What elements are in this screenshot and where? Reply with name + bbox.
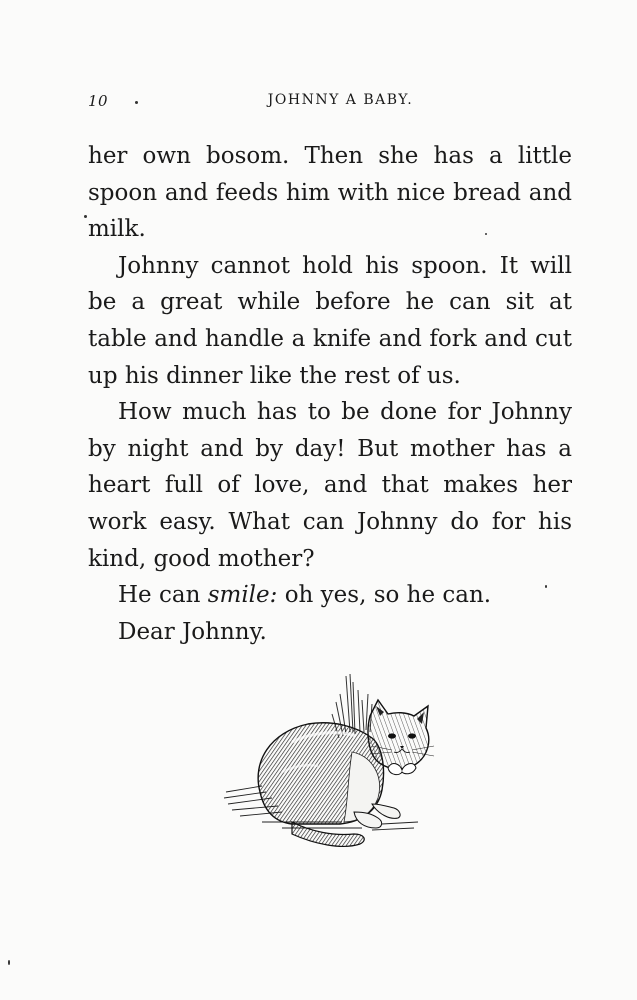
paragraph-4-suffix: oh yes, so he can. — [277, 582, 492, 609]
cat-illustration — [222, 672, 438, 862]
paragraph-1: her own bosom. Then she has a little spoon and feeds him with nice bread and milk. — [88, 143, 572, 243]
paragraph-2: Johnny cannot hold his spoon. It will be a great while before he can sit at table and handle a knife and fork and cut up his dinner like the rest of us. — [88, 252, 572, 389]
paper-speck — [545, 585, 547, 588]
running-title: JOHNNY A BABY. — [267, 92, 414, 108]
paragraph-4-prefix: He can — [118, 582, 208, 609]
paragraph-3: How much has to be done for Johnny by night and by day! But mother has a heart full of love, and that makes her work easy. What can Johnny do for his kind, good mother? — [88, 399, 572, 572]
running-header — [88, 92, 573, 112]
cat-engraving-icon — [222, 672, 438, 862]
paragraph-4 — [88, 577, 572, 614]
paper-speck — [8, 960, 10, 965]
paragraph-5: Dear Johnny. — [118, 618, 267, 645]
page-number: 10 — [88, 92, 109, 110]
body-text — [88, 138, 572, 650]
emphasis-smile: smile: — [207, 582, 278, 609]
paper-speck — [84, 215, 87, 218]
paper-speck — [135, 101, 138, 104]
paper-speck — [485, 233, 487, 235]
